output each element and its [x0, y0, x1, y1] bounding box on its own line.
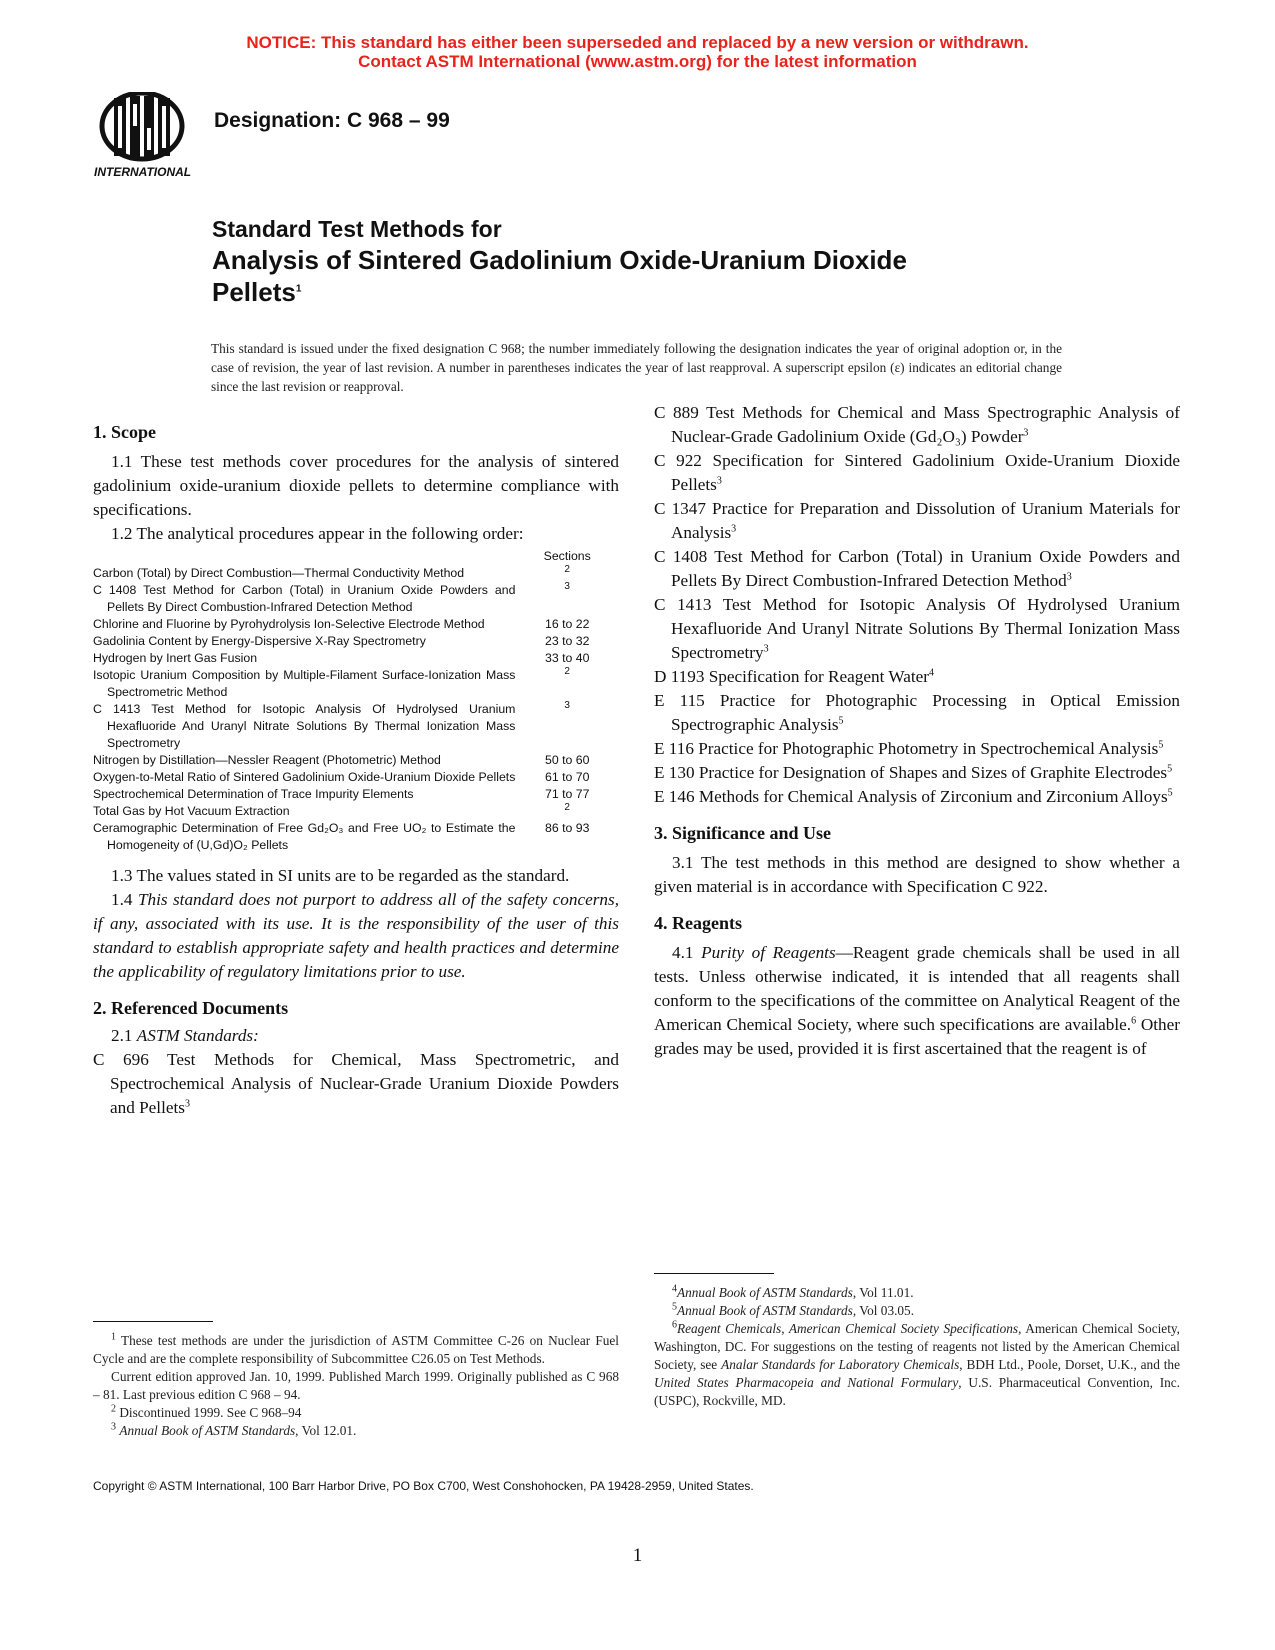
footnotes-left [93, 1321, 619, 1440]
astm-logo-icon [92, 92, 198, 182]
title-line-3: Pellets$^1$ [212, 277, 302, 307]
procedure-sections: 3 [564, 699, 570, 711]
procedure-row [93, 565, 619, 582]
paragraph-1-1: 1.1 These test methods cover procedures for the analysis of sintered gadolinium oxide-uranium dioxide pellets to determine compliance with specifications. [93, 452, 619, 519]
procedure-sections: 23 to 32 [544, 634, 590, 648]
procedure-row [93, 582, 619, 616]
referenced-document: C 1408 Test Method for Carbon (Total) in Uranium Oxide Powders and Pellets By Direct Combustion-Infrared Detection Method$^3$ [654, 547, 1180, 590]
section-heading-significance: 3. Significance and Use [654, 823, 832, 843]
procedure-row [93, 616, 619, 633]
footnote-2: $^2$ Discontinued 1999. See C 968–94 [111, 1403, 302, 1420]
procedure-sections: 2 [564, 563, 570, 575]
procedure-sections: 71 to 77 [544, 787, 590, 801]
section-heading-referenced: 2. Referenced Documents [93, 998, 289, 1018]
referenced-document: E 146 Methods for Chemical Analysis of Zirconium and Zirconium Alloys$^5$ [654, 787, 1173, 806]
footnote-1: $^1$ These test methods are under the jurisdiction of ASTM Committee C-26 on Nuclear Fuel Cycle and are the complete responsibility of Subcommittee C26.05 on Test Methods. [93, 1331, 619, 1366]
astm-logo [92, 92, 198, 182]
procedure-sections: 16 to 22 [544, 617, 590, 631]
designation: Designation: C 968 – 99 [214, 109, 450, 132]
procedure-name: C 1408 Test Method for Carbon (Total) in Uranium Oxide Powders and Pellets By Direct Combustion-Infrared Detection Method [93, 583, 516, 614]
notice-line-2: Contact ASTM International (www.astm.org) for the latest information [358, 52, 917, 71]
footnote-3: $^3$ Annual Book of ASTM Standards, Vol 12.01. [111, 1421, 357, 1438]
procedure-name: Spectrochemical Determination of Trace Impurity Elements [93, 787, 414, 801]
paragraph-1-3: 1.3 The values stated in SI units are to be regarded as the standard. [111, 866, 570, 885]
procedures-table [93, 548, 619, 854]
paragraph-3-1: 3.1 The test methods in this method are designed to show whether a given material is in accordance with Specification C 922. [654, 853, 1180, 896]
referenced-document: E 130 Practice for Designation of Shapes and Sizes of Graphite Electrodes$^5$ [654, 763, 1173, 782]
procedure-row [93, 769, 619, 786]
paragraph-4-1: 4.1 Purity of Reagents—Reagent grade chemicals shall be used in all tests. Unless otherwise indicated, it is intended that all reagents shall conform to the specifications of the committee on Analytical Reagent of the American Chemical Society, where such specifications are available.$^6$ Other grades may be used, provided it is first ascertained that the reagent is of [654, 943, 1181, 1058]
procedure-name: Isotopic Uranium Composition by Multiple-Filament Surface-Ionization Mass Spectrometric Method [93, 668, 516, 699]
footnote-4: $^4$Annual Book of ASTM Standards, Vol 11.01. [672, 1283, 914, 1300]
section-heading-reagents: 4. Reagents [654, 913, 742, 933]
procedure-sections: 2 [564, 665, 570, 677]
referenced-document: D 1193 Specification for Reagent Water$^4$ [654, 667, 934, 686]
procedure-name: Ceramographic Determination of Free Gd₂O₃ and Free UO₂ to Estimate the Homogeneity of (U,Gd)O₂ Pellets [93, 821, 516, 852]
notice-banner [0, 33, 1275, 71]
footnote-5: $^5$Annual Book of ASTM Standards, Vol 03.05. [672, 1301, 915, 1318]
referenced-document: E 116 Practice for Photographic Photometry in Spectrochemical Analysis$^5$ [654, 739, 1164, 758]
paragraph-2-1: 2.1 ASTM Standards: [111, 1026, 259, 1045]
preface-note: This standard is issued under the fixed designation C 968; the number immediately following the designation indicates the year of original adoption or, in the case of revision, the year of last revision. A number in parentheses indicates the year of last reapproval. A superscript epsilon (ε) indicates an editorial change since the last revision or reapproval. [211, 341, 1062, 394]
procedure-name: Hydrogen by Inert Gas Fusion [93, 651, 258, 665]
footnote-1-edition: Current edition approved Jan. 10, 1999. Published March 1999. Originally published as C 968 – 81. Last previous edition C 968 – 94. [93, 1369, 619, 1402]
footnote-rule [93, 1321, 213, 1322]
procedure-row [93, 667, 619, 701]
procedure-row [93, 752, 619, 769]
referenced-document: C 922 Specification for Sintered Gadolinium Oxide-Uranium Dioxide Pellets$^3$ [654, 451, 1180, 494]
procedure-sections: 50 to 60 [544, 753, 590, 767]
title-line-2: Analysis of Sintered Gadolinium Oxide-Uranium Dioxide [212, 245, 907, 275]
sections-header: Sections [543, 549, 591, 563]
procedure-name: C 1413 Test Method for Isotopic Analysis Of Hydrolysed Uranium Hexafluoride And Uranyl Nitrate Solutions By Thermal Ionization Mass Spectrometry [93, 702, 516, 750]
procedure-name: Nitrogen by Distillation—Nessler Reagent (Photometric) Method [93, 753, 441, 767]
footnote-6: $^6$Reagent Chemicals, American Chemical Society Specifications, American Chemical Society, Washington, DC. For suggestions on the testing of reagents not listed by the American Chemical Society, see Analar Standards for Laboratory Chemicals, BDH Ltd., Poole, Dorset, U.K., and the United States Pharmacopeia and National Formulary, U.S. Pharmaceutical Convention, Inc. (USPC), Rockville, MD. [654, 1319, 1180, 1408]
procedure-row [93, 820, 619, 854]
footnotes-right [654, 1273, 1180, 1410]
title-line-1: Standard Test Methods for [212, 216, 502, 242]
procedure-sections: 3 [564, 580, 570, 592]
procedure-row [93, 803, 619, 820]
page-number: 1 [632, 1545, 643, 1566]
procedure-row [93, 701, 619, 752]
procedure-name: Chlorine and Fluorine by Pyrohydrolysis Ion-Selective Electrode Method [93, 617, 485, 631]
section-heading-scope: 1. Scope [93, 422, 156, 442]
procedure-name: Total Gas by Hot Vacuum Extraction [93, 804, 290, 818]
procedure-sections: 86 to 93 [544, 821, 590, 835]
copyright: Copyright © ASTM International, 100 Barr Harbor Drive, PO Box C700, West Conshohocken, PA 19428-2959, United States. [93, 1479, 754, 1493]
right-column [654, 401, 1180, 1061]
referenced-document: C 1347 Practice for Preparation and Dissolution of Uranium Materials for Analysis$^3$ [654, 499, 1180, 542]
logo-label: INTERNATIONAL [94, 165, 192, 179]
paragraph-1-4: 1.4 This standard does not purport to address all of the safety concerns, if any, associated with its use. It is the responsibility of the user of this standard to establish appropriate safety and health practices and determine the applicability of regulatory limitations prior to use. [93, 890, 620, 981]
referenced-document: C 696 Test Methods for Chemical, Mass Spectrometric, and Spectrochemical Analysis of Nuclear-Grade Uranium Dioxide Powders and Pellets$^3$ [93, 1050, 619, 1117]
notice-line-1: NOTICE: This standard has either been superseded and replaced by a new version or withdrawn. [246, 33, 1029, 52]
footnote-rule [654, 1273, 774, 1274]
procedure-name: Oxygen-to-Metal Ratio of Sintered Gadolinium Oxide-Uranium Dioxide Pellets [93, 770, 516, 784]
left-column [93, 420, 619, 1120]
paragraph-1-2: 1.2 The analytical procedures appear in the following order: [111, 524, 524, 543]
referenced-document: E 115 Practice for Photographic Processing in Optical Emission Spectrographic Analysis$^5$ [654, 691, 1180, 734]
procedure-sections: 2 [564, 801, 570, 813]
page-title [212, 214, 1112, 308]
referenced-document: C 889 Test Methods for Chemical and Mass Spectrographic Analysis of Nuclear-Grade Gadolinium Oxide (Gd₂O₃) Powder$^3$ [654, 403, 1180, 446]
procedure-row [93, 650, 619, 667]
procedure-sections: 61 to 70 [544, 770, 590, 784]
referenced-document: C 1413 Test Method for Isotopic Analysis Of Hydrolysed Uranium Hexafluoride And Uranyl Nitrate Solutions By Thermal Ionization Mass Spectrometry$^3$ [654, 595, 1180, 662]
procedure-name: Carbon (Total) by Direct Combustion—Thermal Conductivity Method [93, 566, 465, 580]
procedure-sections: 33 to 40 [544, 651, 590, 665]
procedure-row [93, 633, 619, 650]
procedure-name: Gadolinia Content by Energy-Dispersive X-Ray Spectrometry [93, 634, 426, 648]
procedure-row [93, 786, 619, 803]
